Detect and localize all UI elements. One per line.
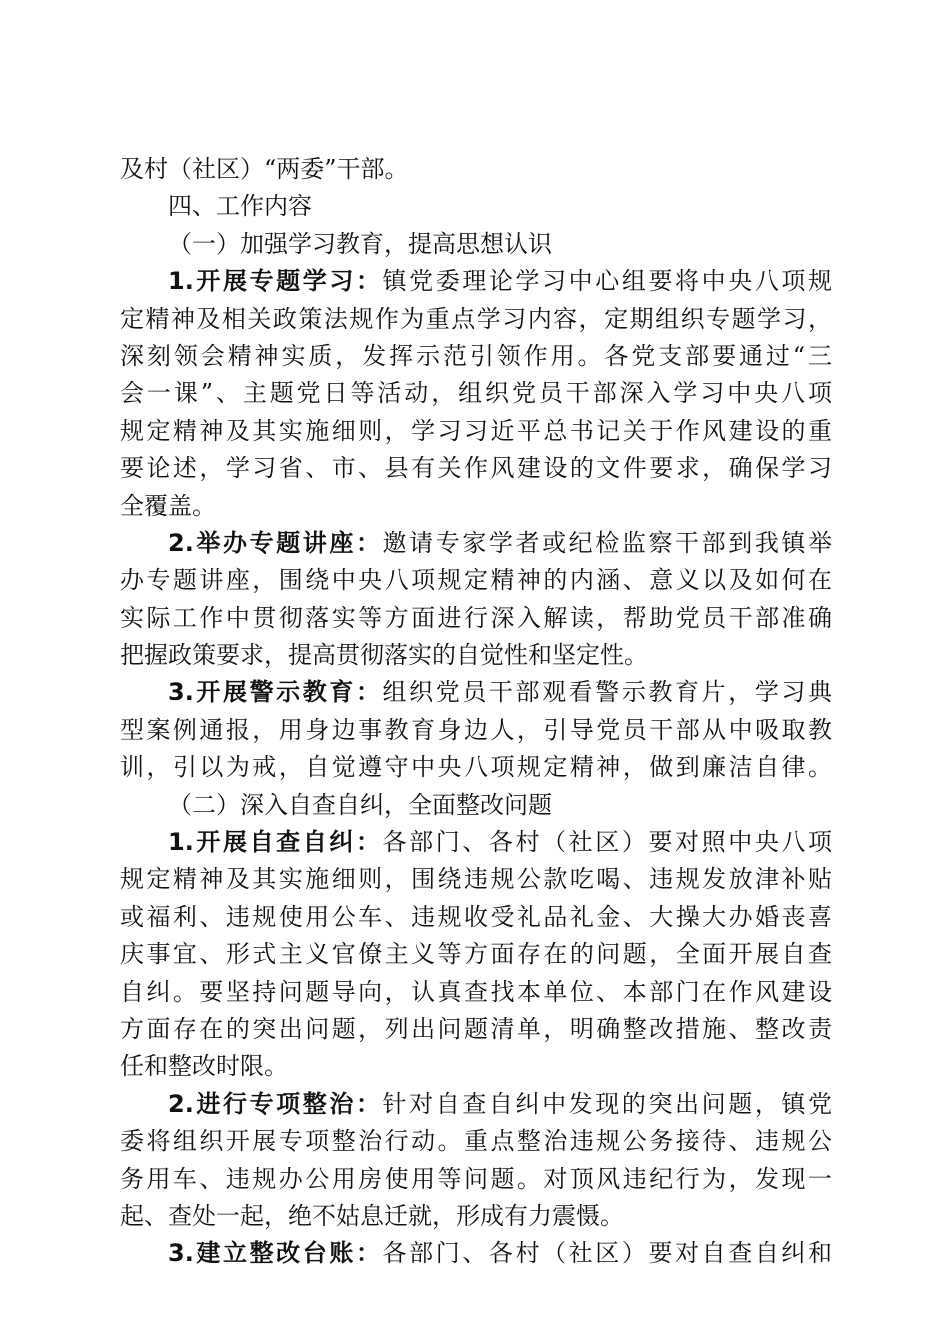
paragraph-line: 型案例通报，用身边事教育身边人，引导党员干部从中吸取教 [120, 715, 832, 744]
paragraph-line: 委将组织开展专项整治行动。重点整治违规公务接待、违规公 [120, 1127, 832, 1156]
item-text: 组织党员干部观看警示教育片，学习典 [382, 678, 832, 707]
item-text: 针对自查自纠中发现的突出问题，镇党 [382, 1089, 832, 1118]
paragraph-line [120, 824, 832, 861]
item-text: 邀请专家学者或纪检监察干部到我镇举 [382, 528, 832, 557]
paragraph-line: 把握政策要求，提高贯彻落实的自觉性和坚定性。 [120, 641, 648, 670]
paragraph-line [120, 1086, 832, 1123]
paragraph-line: 全覆盖。 [120, 491, 216, 520]
paragraph-line: 及村（社区）“两委”干部。 [120, 155, 409, 183]
item-label: 3.开展警示教育： [168, 678, 383, 707]
paragraph-line: 会一课”、主题党日等活动，组织党员干部深入学习中央八项 [120, 379, 832, 408]
paragraph-line: 实际工作中贯彻落实等方面进行深入解读，帮助党员干部准确 [120, 603, 832, 632]
paragraph-line: 庆事宜、形式主义官僚主义等方面存在的问题，全面开展自查 [120, 940, 832, 969]
paragraph-line: 训，引以为戒，自觉遵守中央八项规定精神，做到廉洁自律。 [120, 753, 832, 782]
paragraph-line: 办专题讲座，围绕中央八项规定精神的内涵、意义以及如何在 [120, 566, 832, 595]
item-text: 各部门、各村（社区）要对自查自纠和 [382, 1239, 832, 1268]
paragraph-line: 任和整改时限。 [120, 1052, 288, 1081]
paragraph-line: 务用车、违规办公用房使用等问题。对顶风违纪行为，发现一 [120, 1164, 832, 1193]
paragraph-line: 规定精神及其实施细则，学习习近平总书记关于作风建设的重 [120, 416, 832, 445]
document-body [120, 151, 832, 1273]
paragraph-line: 深刻领会精神实质，发挥示范引领作用。各党支部要通过“三 [120, 341, 832, 370]
item-label: 3.建立整改台账： [168, 1239, 383, 1268]
section-heading: 四、工作内容 [168, 192, 312, 221]
item-text: 各部门、各村（社区）要对照中央八项 [382, 828, 832, 857]
paragraph-line [120, 263, 832, 300]
subsection-heading: （一）加强学习教育，提高思想认识 [168, 229, 552, 258]
paragraph-line: 或福利、违规使用公车、违规收受礼品礼金、大操大办婚丧喜 [120, 902, 832, 931]
subsection-heading: （二）深入自查自纠，全面整改问题 [168, 790, 552, 819]
item-label: 1.开展自查自纠： [168, 828, 383, 857]
paragraph-line: 要论述，学习省、市、县有关作风建设的文件要求，确保学习 [120, 454, 832, 483]
paragraph-line: 定精神及相关政策法规作为重点学习内容，定期组织专题学习， [120, 304, 832, 333]
item-label: 1.开展专题学习： [168, 267, 383, 296]
item-label: 2.举办专题讲座： [168, 528, 383, 557]
paragraph-line [120, 525, 832, 562]
paragraph-line: 方面存在的突出问题，列出问题清单，明确整改措施、整改责 [120, 1014, 832, 1043]
paragraph-line: 起、查处一起，绝不姑息迁就，形成有力震慑。 [120, 1201, 624, 1230]
item-text: 镇党委理论学习中心组要将中央八项规 [382, 267, 832, 296]
paragraph-line [120, 1235, 832, 1272]
paragraph-line: 规定精神及其实施细则，围绕违规公款吃喝、违规发放津补贴 [120, 865, 832, 894]
item-label: 2.进行专项整治： [168, 1089, 383, 1118]
paragraph-line [120, 674, 832, 711]
paragraph-line: 自纠。要坚持问题导向，认真查找本单位、本部门在作风建设 [120, 977, 832, 1006]
